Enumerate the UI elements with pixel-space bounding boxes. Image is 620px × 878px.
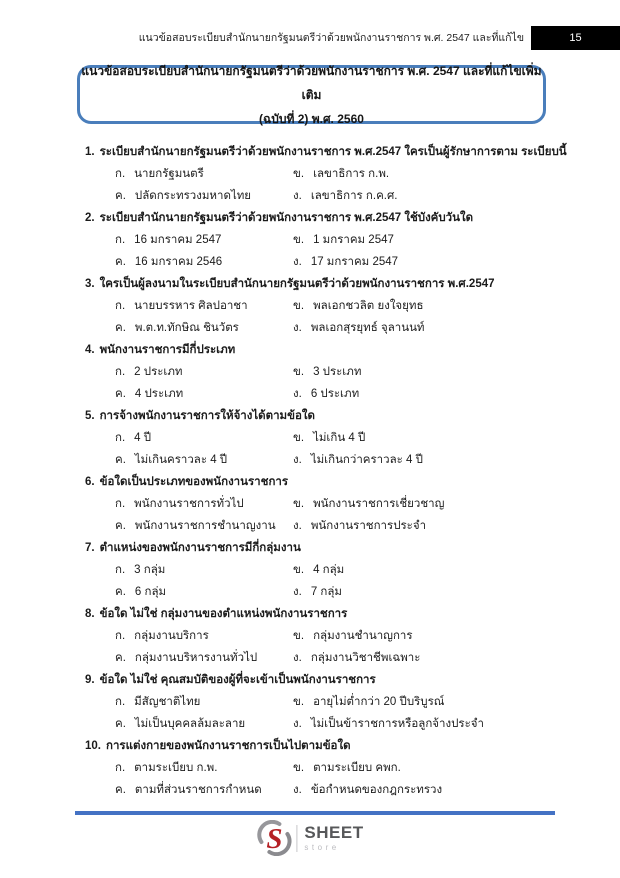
question-text: ตำแหน่งของพนักงานราชการมีกี่กลุ่มงาน bbox=[99, 542, 301, 554]
question-line bbox=[85, 537, 557, 559]
choice-option bbox=[293, 383, 557, 405]
choice-label: ข. bbox=[293, 762, 305, 774]
choice-text: 6 กลุ่ม bbox=[134, 586, 167, 598]
choices-grid bbox=[115, 427, 557, 471]
choice-text: พนักงานราชการประจำ bbox=[310, 520, 427, 532]
choice-text: พนักงานราชการทั่วไป bbox=[134, 498, 244, 510]
choice-option bbox=[293, 295, 557, 317]
choice-option bbox=[293, 647, 557, 669]
choice-text: 6 ประเภท bbox=[310, 388, 360, 400]
choice-option bbox=[293, 581, 557, 603]
question-line bbox=[85, 141, 567, 163]
choice-label: ง. bbox=[293, 784, 302, 796]
choice-text: อายุไม่ต่ำกว่า 20 ปีบริบูรณ์ bbox=[313, 696, 445, 708]
choice-text: พนักงานราชการเชี่ยวชาญ bbox=[313, 498, 445, 510]
choice-label: ง. bbox=[293, 322, 302, 334]
choice-text: นายบรรหาร ศิลปอาชา bbox=[134, 300, 248, 312]
question-number: 6. bbox=[85, 476, 95, 488]
choice-option bbox=[115, 295, 293, 317]
choice-option bbox=[115, 229, 293, 251]
question-line bbox=[85, 471, 557, 493]
choice-text: พ.ต.ท.ทักษิณ ชินวัตร bbox=[134, 322, 239, 334]
question-number: 7. bbox=[85, 542, 95, 554]
choice-option bbox=[293, 317, 557, 339]
choice-option bbox=[293, 757, 557, 779]
choice-text: ไม่เป็นบุคคลล้มละลาย bbox=[134, 718, 246, 730]
choice-text: 1 มกราคม 2547 bbox=[313, 234, 394, 246]
choice-text: กลุ่มงานบริการ bbox=[134, 630, 209, 642]
choice-label: ค. bbox=[115, 718, 126, 730]
svg-text:S: S bbox=[266, 823, 283, 855]
choice-label: ค. bbox=[115, 784, 126, 796]
choice-option bbox=[115, 163, 293, 185]
question-number: 2. bbox=[85, 212, 95, 224]
question-text: พนักงานราชการมีกี่ประเภท bbox=[99, 344, 236, 356]
question-text: ข้อใด ไม่ใช่ กลุ่มงานของตำแหน่งพนักงานราชการ bbox=[99, 608, 348, 620]
choice-label: ก. bbox=[115, 762, 126, 774]
choice-label: ง. bbox=[293, 190, 302, 202]
choice-option bbox=[293, 251, 557, 273]
page-number: 15 bbox=[569, 32, 582, 44]
choice-option bbox=[293, 515, 557, 537]
choice-label: ง. bbox=[293, 454, 302, 466]
choice-label: ค. bbox=[115, 454, 126, 466]
choices-grid bbox=[115, 361, 557, 405]
choice-label: ค. bbox=[115, 256, 126, 268]
logo-brand-text: SHEET bbox=[304, 822, 364, 842]
choice-label: ข. bbox=[293, 234, 305, 246]
logo-wordmark bbox=[304, 822, 364, 852]
question-number: 4. bbox=[85, 344, 95, 356]
choice-option bbox=[115, 515, 293, 537]
question-block bbox=[85, 471, 557, 537]
choice-label: ง. bbox=[293, 520, 302, 532]
running-header-text: แนวข้อสอบระเบียบสำนักนายกรัฐมนตรีว่าด้วยพนักงานราชการ พ.ศ. 2547 และที่แก้ไข bbox=[138, 32, 524, 44]
choice-text: ไม่เป็นข้าราชการหรือลูกจ้างประจำ bbox=[310, 718, 484, 730]
choice-label: ข. bbox=[293, 300, 305, 312]
question-line bbox=[85, 339, 557, 361]
question-number: 3. bbox=[85, 278, 95, 290]
choice-text: พลเอกสุรยุทธ์ จุลานนท์ bbox=[310, 322, 425, 334]
choices-grid bbox=[115, 493, 557, 537]
footer-divider-rule bbox=[75, 811, 555, 815]
choices-grid bbox=[115, 295, 557, 339]
choice-text: 3 ประเภท bbox=[313, 366, 362, 378]
choices-grid bbox=[115, 163, 557, 207]
choice-option bbox=[115, 779, 293, 801]
choice-option bbox=[115, 427, 293, 449]
choice-label: ก. bbox=[115, 564, 126, 576]
choices-grid bbox=[115, 757, 557, 801]
choices-grid bbox=[115, 625, 557, 669]
choice-option bbox=[293, 449, 557, 471]
question-block bbox=[85, 273, 557, 339]
question-number: 1. bbox=[85, 146, 95, 158]
title-line-1: แนวข้อสอบระเบียบสำนักนายกรัฐมนตรีว่าด้วยพนักงานราชการ พ.ศ. 2547 และที่แก้ไขเพิ่มเติม bbox=[81, 63, 542, 102]
choice-option bbox=[115, 383, 293, 405]
choice-label: ค. bbox=[115, 190, 126, 202]
choice-label: ก. bbox=[115, 696, 126, 708]
choice-text: ไม่เกิน 4 ปี bbox=[313, 432, 366, 444]
choice-label: ข. bbox=[293, 498, 305, 510]
question-line bbox=[85, 735, 557, 757]
question-text: ระเบียบสำนักนายกรัฐมนตรีว่าด้วยพนักงานราชการ พ.ศ.2547 ใครเป็นผู้รักษาการตาม ระเบียบนี้ bbox=[99, 146, 567, 158]
choice-label: ง. bbox=[293, 586, 302, 598]
choice-option bbox=[115, 449, 293, 471]
choice-option bbox=[115, 493, 293, 515]
choice-option bbox=[293, 427, 557, 449]
choice-label: ก. bbox=[115, 366, 126, 378]
choice-option bbox=[293, 185, 557, 207]
question-block bbox=[85, 735, 557, 801]
choice-text: 4 ปี bbox=[134, 432, 152, 444]
question-line bbox=[85, 603, 557, 625]
choice-text: 7 กลุ่ม bbox=[310, 586, 342, 598]
choice-text: มีสัญชาติไทย bbox=[134, 696, 201, 708]
choice-text: พนักงานราชการชำนาญงาน bbox=[134, 520, 276, 532]
choice-option bbox=[293, 625, 557, 647]
choice-text: เลขาธิการ ก.ค.ศ. bbox=[310, 190, 398, 202]
question-text: ระเบียบสำนักนายกรัฐมนตรีว่าด้วยพนักงานราชการ พ.ศ.2547 ใช้บังคับวันใด bbox=[99, 212, 474, 224]
choice-option bbox=[115, 559, 293, 581]
question-line bbox=[85, 405, 557, 427]
choice-text: ตามระเบียบ ก.พ. bbox=[134, 762, 218, 774]
questions-list bbox=[85, 141, 567, 801]
choice-option bbox=[115, 251, 293, 273]
question-line bbox=[85, 207, 557, 229]
choice-label: ค. bbox=[115, 652, 126, 664]
choice-option bbox=[293, 493, 557, 515]
choice-option bbox=[115, 757, 293, 779]
sheet-store-logo bbox=[256, 820, 363, 856]
choice-option bbox=[293, 229, 557, 251]
choice-option bbox=[115, 713, 293, 735]
logo-divider bbox=[296, 825, 297, 852]
question-line bbox=[85, 273, 557, 295]
choice-option bbox=[293, 163, 557, 185]
choice-text: เลขาธิการ ก.พ. bbox=[313, 168, 390, 180]
choices-grid bbox=[115, 229, 557, 273]
choice-option bbox=[293, 691, 557, 713]
question-line bbox=[85, 669, 557, 691]
question-number: 10. bbox=[85, 740, 101, 752]
question-number: 9. bbox=[85, 674, 95, 686]
choice-label: ข. bbox=[293, 630, 305, 642]
choices-grid bbox=[115, 559, 557, 603]
choice-option bbox=[115, 581, 293, 603]
choice-text: ข้อกำหนดของกฎกระทรวง bbox=[310, 784, 443, 796]
choice-option bbox=[115, 691, 293, 713]
question-number: 8. bbox=[85, 608, 95, 620]
choice-label: ก. bbox=[115, 234, 126, 246]
choice-label: ข. bbox=[293, 366, 305, 378]
choice-text: กลุ่มงานชำนาญการ bbox=[313, 630, 413, 642]
choices-grid bbox=[115, 691, 557, 735]
choice-text: ปลัดกระทรวงมหาดไทย bbox=[134, 190, 252, 202]
choice-label: ก. bbox=[115, 432, 126, 444]
choice-label: ง. bbox=[293, 718, 302, 730]
choice-label: ง. bbox=[293, 388, 302, 400]
choice-option bbox=[115, 317, 293, 339]
choice-text: กลุ่มงานบริหารงานทั่วไป bbox=[134, 652, 258, 664]
question-block bbox=[85, 537, 557, 603]
choice-text: 17 มกราคม 2547 bbox=[310, 256, 399, 268]
choice-label: ข. bbox=[293, 168, 305, 180]
choice-label: ก. bbox=[115, 168, 126, 180]
choice-text: นายกรัฐมนตรี bbox=[134, 168, 204, 180]
choice-text: 2 ประเภท bbox=[134, 366, 183, 378]
choice-label: ง. bbox=[293, 256, 302, 268]
title-line-2: (ฉบับที่ 2) พ.ศ. 2560 bbox=[259, 111, 364, 126]
question-text: การจ้างพนักงานราชการให้จ้างได้ตามข้อใด bbox=[99, 410, 315, 422]
choice-label: ข. bbox=[293, 564, 305, 576]
choice-text: ตามที่ส่วนราชการกำหนด bbox=[134, 784, 262, 796]
choice-label: ก. bbox=[115, 300, 126, 312]
choice-label: ค. bbox=[115, 520, 126, 532]
choice-option bbox=[115, 647, 293, 669]
question-block bbox=[85, 339, 557, 405]
question-text: การแต่งกายของพนักงานราชการเป็นไปตามข้อใด bbox=[106, 740, 351, 752]
choice-text: 3 กลุ่ม bbox=[134, 564, 166, 576]
question-text: ข้อใด ไม่ใช่ คุณสมบัติของผู้ที่จะเข้าเป็นพนักงานราชการ bbox=[99, 674, 376, 686]
choice-label: ค. bbox=[115, 388, 126, 400]
question-text: ใครเป็นผู้ลงนามในระเบียบสำนักนายกรัฐมนตรีว่าด้วยพนักงานราชการ พ.ศ.2547 bbox=[99, 278, 495, 290]
choice-text: 16 มกราคม 2547 bbox=[134, 234, 222, 246]
choice-option bbox=[115, 185, 293, 207]
choice-label: ก. bbox=[115, 498, 126, 510]
choice-label: ค. bbox=[115, 322, 126, 334]
choice-label: ค. bbox=[115, 586, 126, 598]
logo-sub-text: store bbox=[304, 842, 340, 852]
question-text: ข้อใดเป็นประเภทของพนักงานราชการ bbox=[99, 476, 289, 488]
choice-text: 4 กลุ่ม bbox=[313, 564, 345, 576]
choice-text: 4 ประเภท bbox=[134, 388, 184, 400]
choice-label: ง. bbox=[293, 652, 302, 664]
choice-option bbox=[115, 361, 293, 383]
choice-label: ข. bbox=[293, 696, 305, 708]
question-block bbox=[85, 141, 567, 207]
question-number: 5. bbox=[85, 410, 95, 422]
choice-text: ไม่เกินกว่าคราวละ 4 ปี bbox=[310, 454, 423, 466]
choice-option bbox=[293, 361, 557, 383]
choice-text: กลุ่มงานวิชาชีพเฉพาะ bbox=[310, 652, 421, 664]
choice-text: 16 มกราคม 2546 bbox=[134, 256, 223, 268]
question-block bbox=[85, 207, 557, 273]
choice-text: พลเอกชวลิต ยงใจยุทธ bbox=[313, 300, 424, 312]
choice-option bbox=[293, 779, 557, 801]
question-block bbox=[85, 405, 557, 471]
choice-option bbox=[293, 559, 557, 581]
choice-text: ตามระเบียบ คพก. bbox=[313, 762, 401, 774]
page-number-badge bbox=[531, 26, 620, 50]
title-box bbox=[77, 65, 546, 124]
question-block bbox=[85, 603, 557, 669]
choice-option bbox=[115, 625, 293, 647]
choice-label: ก. bbox=[115, 630, 126, 642]
choice-text: ไม่เกินคราวละ 4 ปี bbox=[134, 454, 228, 466]
logo-s-icon bbox=[256, 820, 292, 856]
question-block bbox=[85, 669, 557, 735]
choice-option bbox=[293, 713, 557, 735]
choice-label: ข. bbox=[293, 432, 305, 444]
